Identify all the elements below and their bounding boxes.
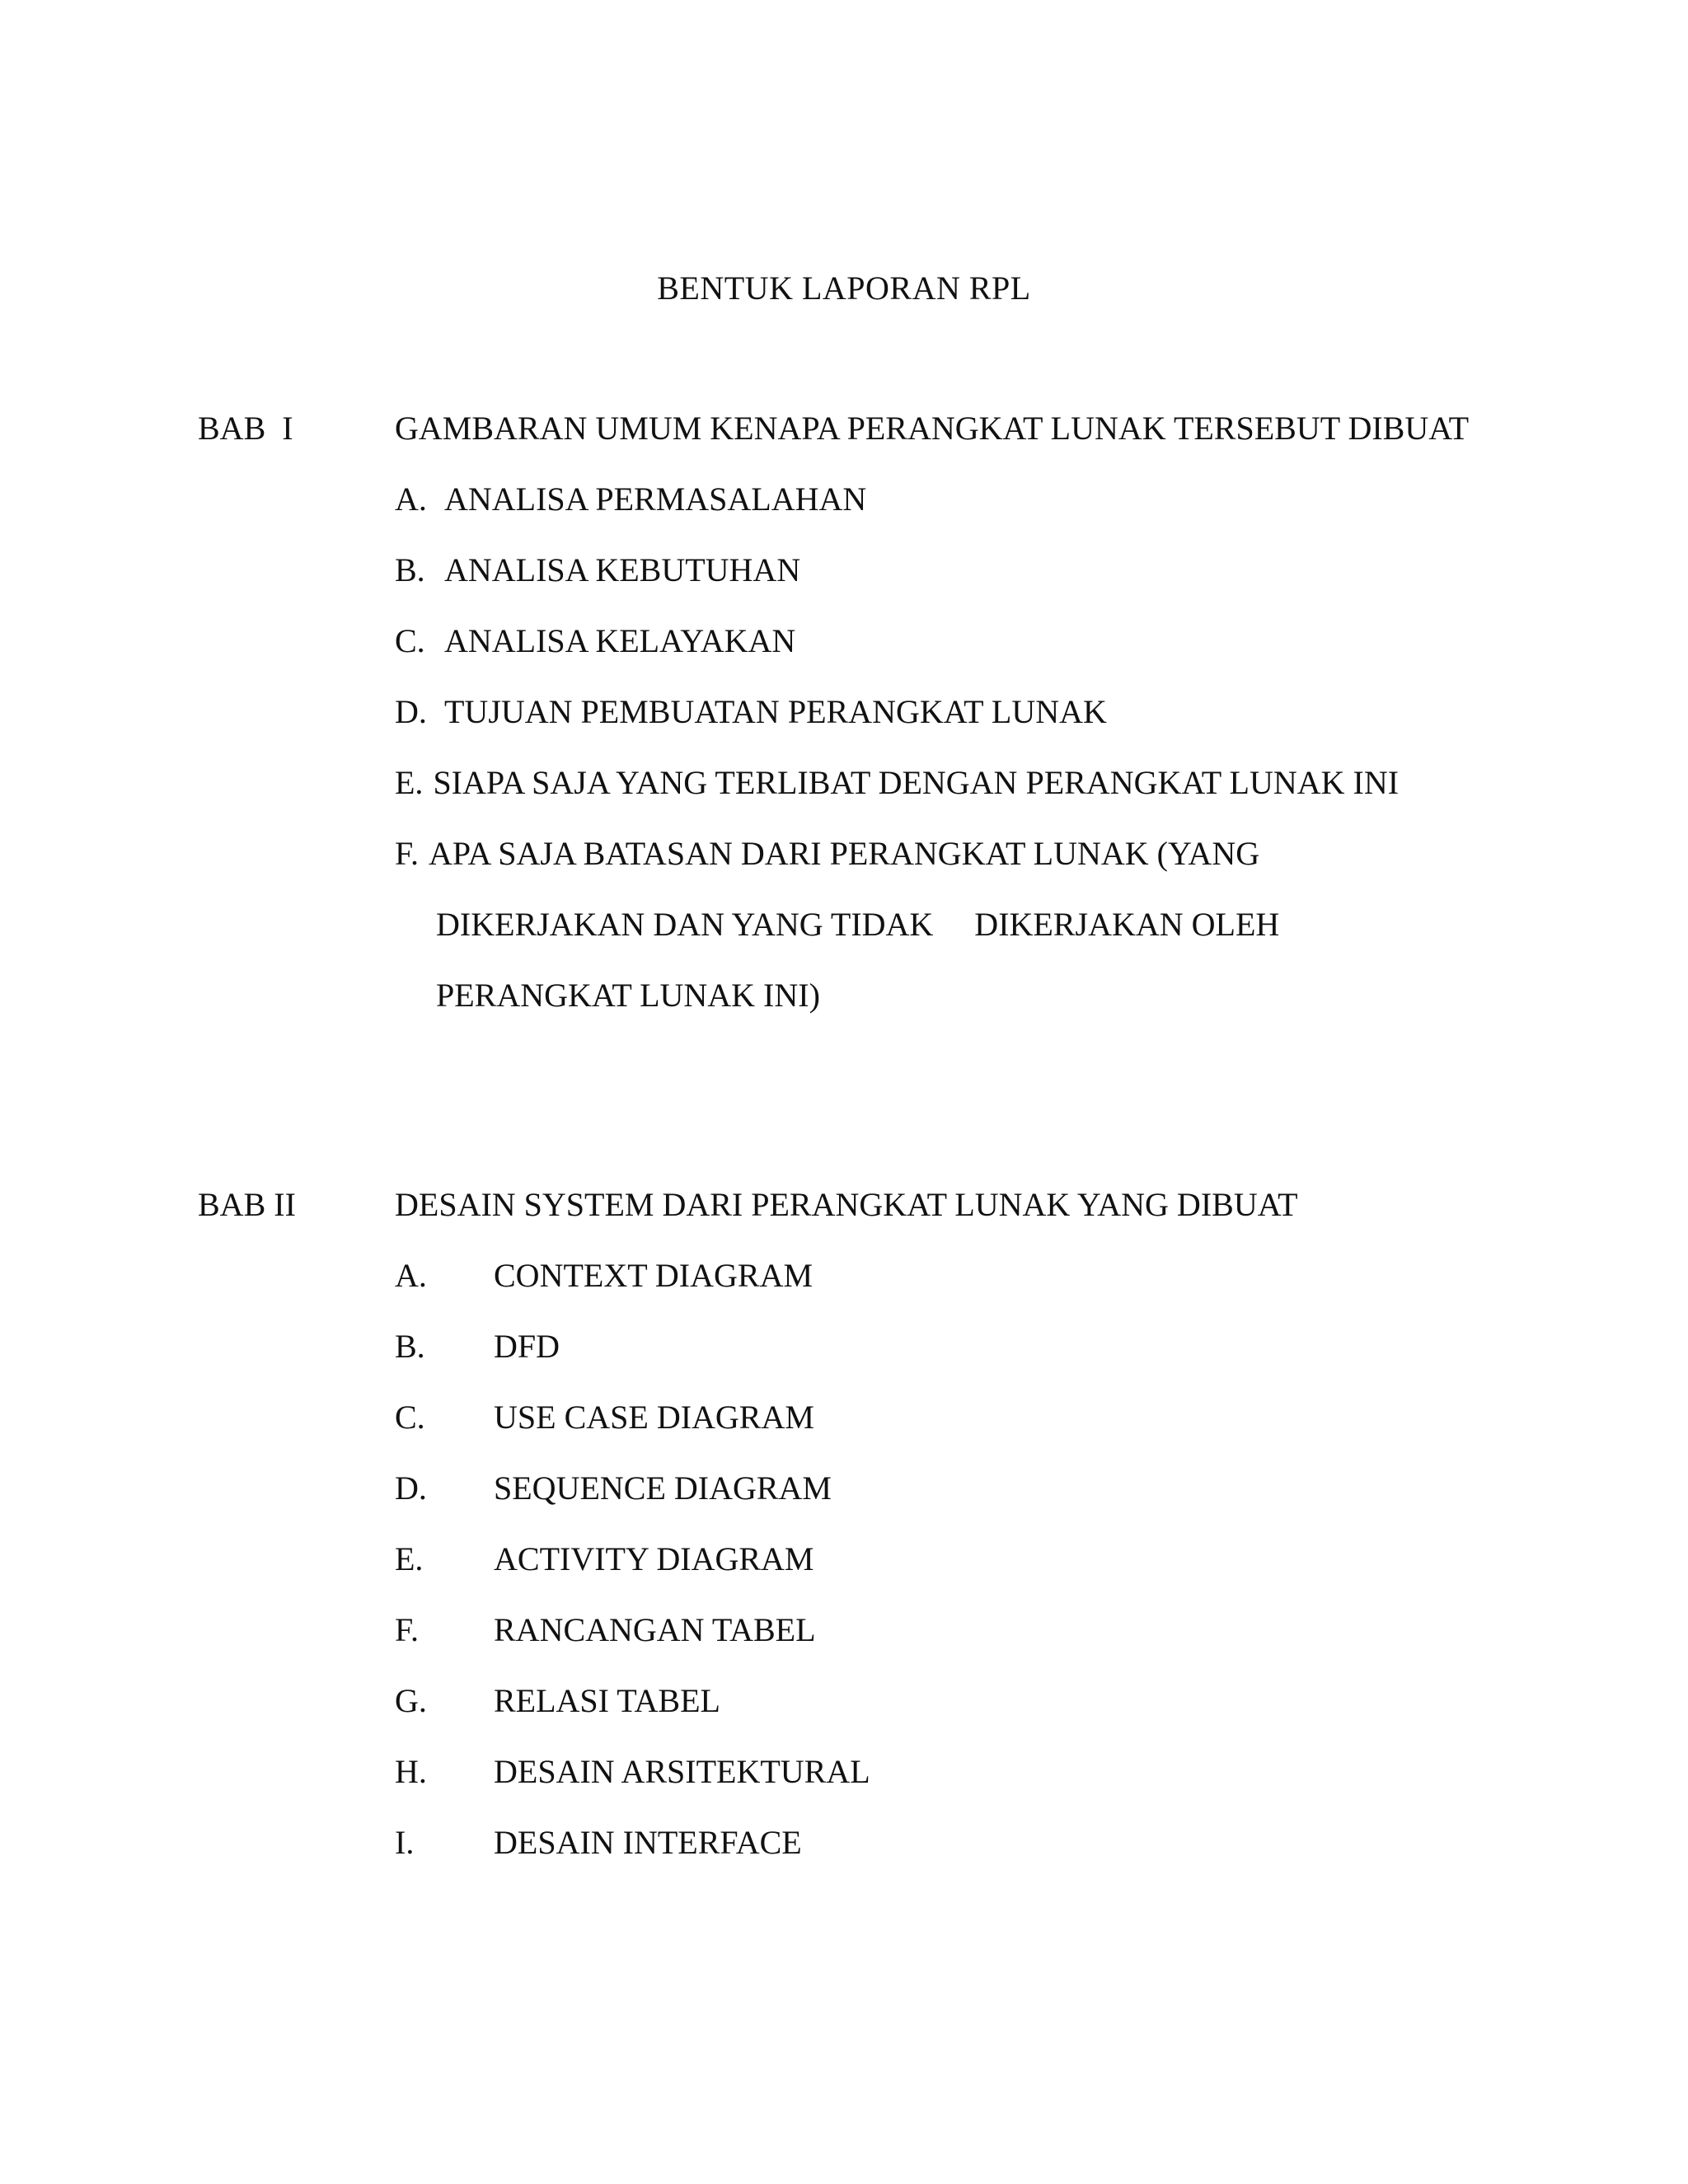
document-title: BENTUK LAPORAN RPL [657,269,1031,307]
chapter-label: BAB I [198,410,293,447]
item-text: DESAIN INTERFACE [494,1824,802,1861]
list-item [395,831,1599,1019]
chapter-item-list [395,476,1599,1019]
list-item [395,760,1599,806]
list-item [395,1678,1599,1724]
item-letter: D. [395,693,427,730]
list-item [395,689,1599,735]
list-item [395,1324,1599,1370]
item-letter: I. [395,1824,415,1861]
item-text: DIKERJAKAN DAN YANG TIDAK DIKERJAKAN OLEH [436,906,1280,943]
item-text: SIAPA SAJA YANG TERLIBAT DENGAN PERANGKAT LUNAK INI [433,764,1400,801]
chapter-bab-2 [198,1182,1599,1891]
chapter-bab-1 [198,405,1599,1043]
item-text: SEQUENCE DIAGRAM [494,1469,832,1507]
item-text: DFD [494,1328,560,1365]
list-item [395,1820,1599,1866]
item-text: RANCANGAN TABEL [494,1611,816,1648]
chapter-header [198,405,1599,452]
item-letter: B. [395,551,425,588]
item-letter: F. [395,835,420,872]
item-letter: D. [395,1469,427,1507]
item-letter: G. [395,1682,427,1719]
item-text: TUJUAN PEMBUATAN PERANGKAT LUNAK [444,693,1107,730]
item-text: RELASI TABEL [494,1682,720,1719]
chapter-heading: GAMBARAN UMUM KENAPA PERANGKAT LUNAK TERSEBUT DIBUAT [395,410,1470,447]
list-item [395,618,1599,664]
item-text: PERANGKAT LUNAK INI) [436,977,820,1014]
item-text: ANALISA KEBUTUHAN [444,551,801,588]
chapter-label: BAB II [198,1186,296,1223]
item-letter: H. [395,1753,427,1790]
list-item [395,1749,1599,1795]
item-line [395,831,1599,877]
chapter-header [198,1182,1599,1228]
list-item [395,1465,1599,1511]
item-text: ANALISA PERMASALAHAN [444,480,867,518]
chapter-heading: DESAIN SYSTEM DARI PERANGKAT LUNAK YANG DIBUAT [395,1186,1298,1223]
item-letter: B. [395,1328,425,1365]
item-letter: C. [395,1399,425,1436]
list-item [395,547,1599,593]
item-letter: A. [395,480,427,518]
list-item [395,1253,1599,1299]
item-letter: A. [395,1257,427,1294]
item-text: DESAIN ARSITEKTURAL [494,1753,870,1790]
list-item [395,1394,1599,1441]
list-item [395,476,1599,523]
item-letter: C. [395,622,425,659]
item-line-continuation [395,902,1599,948]
item-text: APA SAJA BATASAN DARI PERANGKAT LUNAK (YANG [429,835,1260,872]
list-item [395,1536,1599,1582]
item-letter: E. [395,1540,424,1577]
chapter-item-list [395,1253,1599,1866]
item-letter: E. [395,764,424,801]
item-letter: F. [395,1611,420,1648]
item-text: CONTEXT DIAGRAM [494,1257,814,1294]
list-item [395,1607,1599,1653]
item-text: ACTIVITY DIAGRAM [494,1540,814,1577]
item-text: ANALISA KELAYAKAN [444,622,796,659]
item-line-continuation [395,972,1599,1019]
item-text: USE CASE DIAGRAM [494,1399,814,1436]
